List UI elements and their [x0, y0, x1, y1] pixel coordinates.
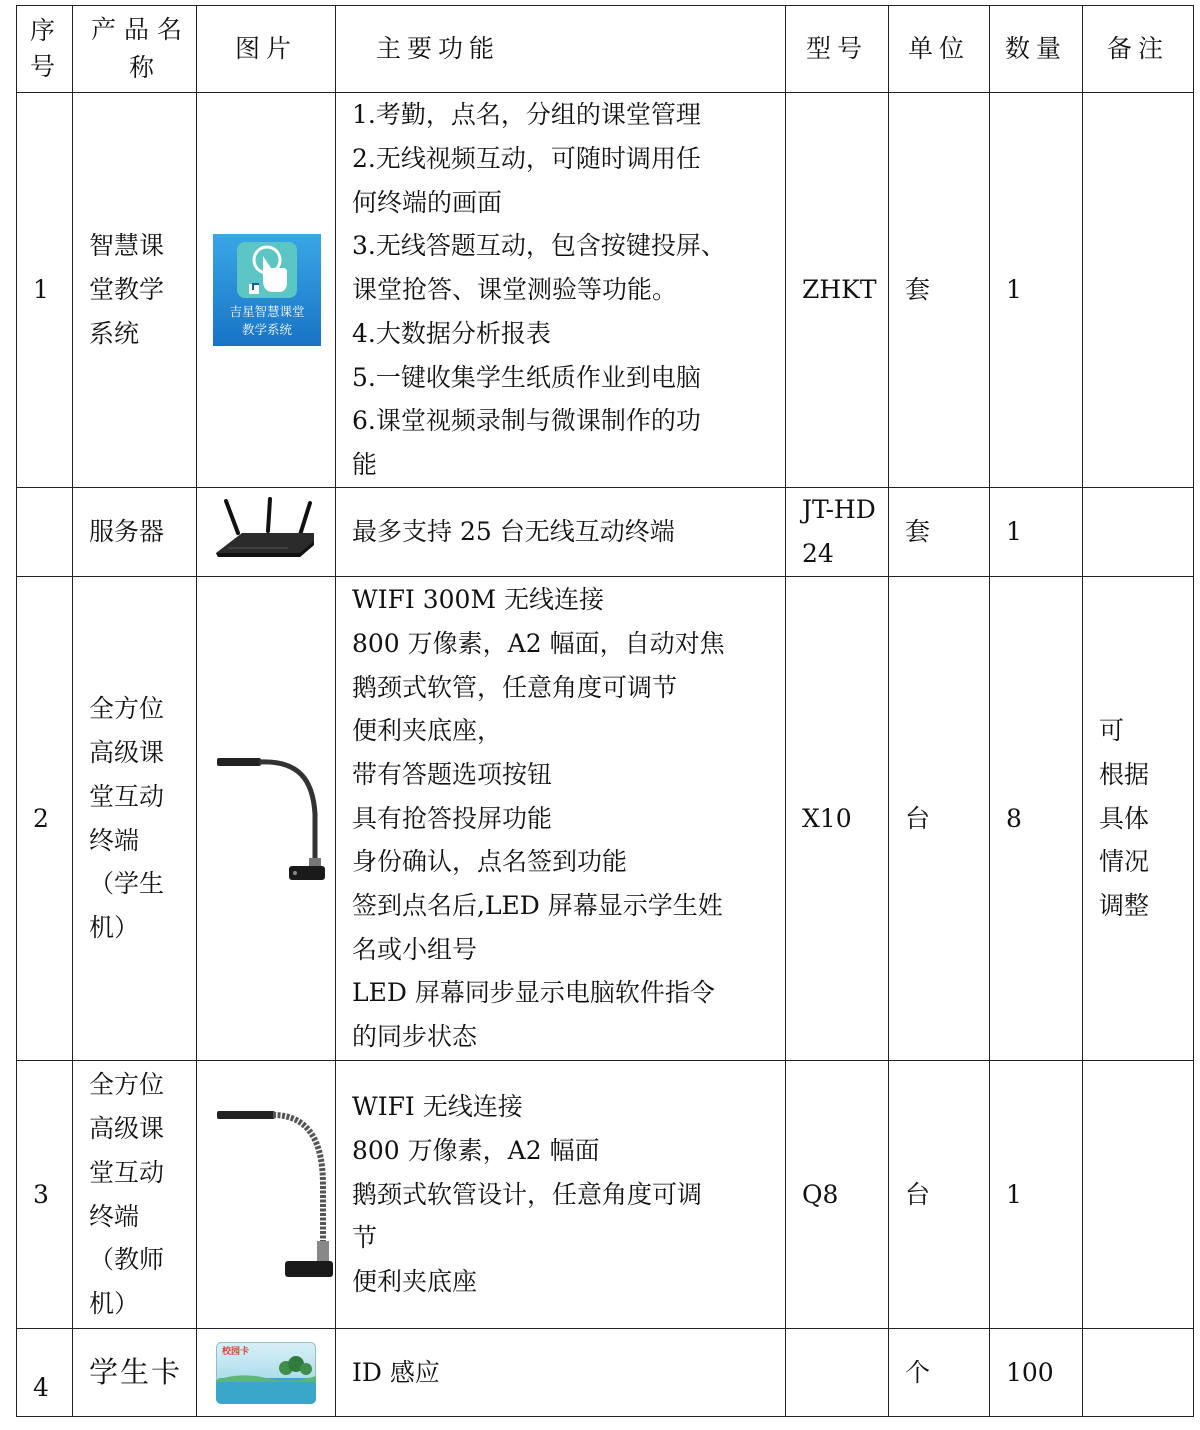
product-spec-table	[16, 5, 1194, 1417]
product-image-cell	[197, 488, 336, 577]
product-image-cell	[197, 93, 336, 488]
product-image-cell	[197, 1061, 336, 1329]
product-model	[786, 1329, 889, 1417]
table-row	[17, 1329, 1194, 1417]
product-image-cell	[197, 577, 336, 1061]
header-quantity: 数量	[990, 6, 1083, 93]
product-quantity: 8	[990, 577, 1083, 1061]
router-image	[214, 497, 318, 567]
product-unit: 台	[889, 577, 990, 1061]
table-row	[17, 1061, 1194, 1329]
header-unit: 单位	[889, 6, 990, 93]
product-unit: 个	[889, 1329, 990, 1417]
svg-text:校园卡: 校园卡	[222, 1346, 250, 1357]
product-function: ID 感应	[336, 1329, 786, 1417]
table-row	[17, 577, 1194, 1061]
header-remark: 备注	[1083, 6, 1194, 93]
header-model: 型号	[786, 6, 889, 93]
svg-text:吉星智慧课堂: 吉星智慧课堂	[229, 304, 305, 319]
row-no: 3	[17, 1061, 73, 1329]
table-row	[17, 488, 1194, 577]
product-name: 全方位 高级课 堂互动 终端 （学生 机）	[73, 577, 197, 1061]
product-model: X10	[786, 577, 889, 1061]
product-quantity: 1	[990, 1061, 1083, 1329]
row-no: 2	[17, 577, 73, 1061]
product-quantity: 1	[990, 488, 1083, 577]
product-model: ZHKT	[786, 93, 889, 488]
product-unit: 套	[889, 93, 990, 488]
product-quantity: 1	[990, 93, 1083, 488]
product-name: 服务器	[73, 488, 197, 577]
row-no: 4	[17, 1329, 73, 1417]
product-quantity: 100	[990, 1329, 1083, 1417]
product-function: 最多支持 25 台无线互动终端	[336, 488, 786, 577]
row-no	[17, 488, 73, 577]
header-function: 主要功能	[336, 6, 786, 93]
product-remark	[1083, 488, 1194, 577]
product-remark: 可 根据 具体 情况 调整	[1083, 577, 1194, 1061]
product-name: 智慧课 堂教学 系统	[73, 93, 197, 488]
svg-text:教学系统: 教学系统	[241, 322, 293, 337]
app-icon-image	[213, 234, 321, 346]
table-header-row	[17, 6, 1194, 93]
header-no: 序 号	[17, 6, 73, 93]
product-name: 全方位 高级课 堂互动 终端 （教师 机）	[73, 1061, 197, 1329]
product-function: WIFI 300M 无线连接 800 万像素，A2 幅面，自动对焦 鹅颈式软管，任意角度可调节 便利夹底座， 带有答题选项按钮 具有抢答投屏功能 身份确认，点名签到功能 签到点名后,LED 屏幕显示学生姓 名或小组号 LED 屏幕同步显示电脑软件指令 的同步状态	[336, 577, 786, 1061]
product-unit: 套	[889, 488, 990, 577]
product-model: Q8	[786, 1061, 889, 1329]
student-card-image	[216, 1342, 316, 1404]
product-unit: 台	[889, 1061, 990, 1329]
product-remark	[1083, 1329, 1194, 1417]
product-model: JT-HD 24	[786, 488, 889, 577]
product-remark	[1083, 1061, 1194, 1329]
header-image: 图片	[197, 6, 336, 93]
table-row	[17, 93, 1194, 488]
row-no: 1	[17, 93, 73, 488]
product-remark	[1083, 93, 1194, 488]
product-image-cell	[197, 1329, 336, 1417]
product-function: 1.考勤，点名，分组的课堂管理 2.无线视频互动，可随时调用任 何终端的画面 3.无线答题互动，包含按键投屏、 课堂抢答、课堂测验等功能。 4.大数据分析报表 5.一键收集学生纸质作业到电脑 6.课堂视频录制与微课制作的功 能	[336, 93, 786, 488]
product-name: 学生卡	[73, 1329, 197, 1417]
student-terminal-image	[213, 754, 331, 884]
teacher-terminal-image	[213, 1105, 337, 1285]
product-function: WIFI 无线连接 800 万像素，A2 幅面 鹅颈式软管设计，任意角度可调 节 便利夹底座	[336, 1061, 786, 1329]
header-name: 产品名 称	[73, 6, 197, 93]
